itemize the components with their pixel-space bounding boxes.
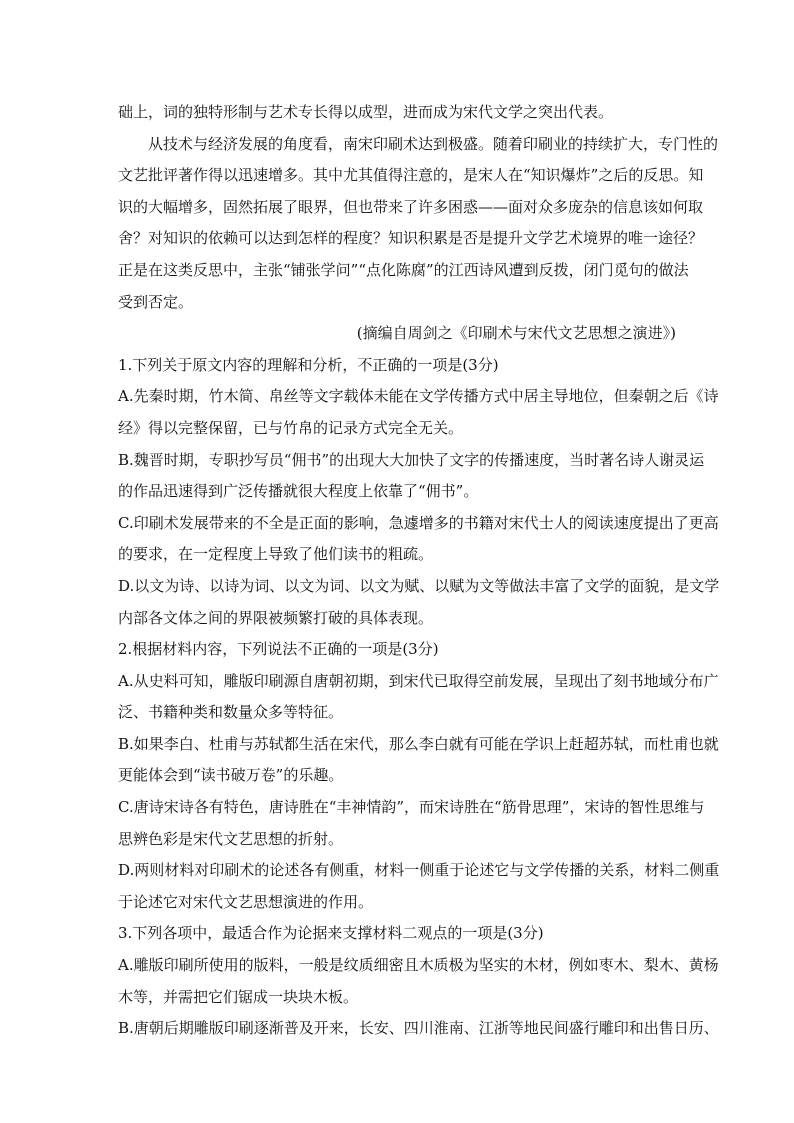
question-3 [118,918,719,1044]
question-1 [118,350,720,634]
option-c [118,792,705,855]
passage-paragraph [118,129,719,319]
option-line: 于论述它对宋代文艺思想演进的作用。 [118,892,374,911]
option-d [118,571,720,634]
text-line: 舍？对知识的依赖可以达到怎样的程度？知识积累是否是提升文学艺术境界的唯一途径？ [118,229,704,248]
text-line: 础上，词的独特形制与艺术专长得以成型，进而成为宋代文学之突出代表。 [118,103,614,121]
option-b [118,729,719,792]
option-line: 木等，并需把它们锯成一块块木板。 [118,987,359,1006]
option-line: C.唐诗宋诗各有特色，唐诗胜在“丰神情韵”，而宋诗胜在“筋骨思理”，宋诗的智性思维与 [118,798,705,817]
option-line: B.唐朝后期雕版印刷逐渐普及开来，长安、四川淮南、江浙等地民间盛行雕印和出售日历、 [118,1019,719,1038]
option-line: D.以文为诗、以诗为词、以文为词、以文为赋、以赋为文等做法丰富了文学的面貌，是文学 [118,576,720,595]
option-line: B.如果李白、杜甫与苏轼都生活在宋代，那么李白就有可能在学识上赶超苏轼，而杜甫也就 [118,734,719,753]
source-citation: (摘编自周剑之《印刷术与宋代文艺思想之演进》) [356,324,676,343]
option-line: 泛、书籍种类和数量众多等特征。 [118,703,344,722]
option-line: 经》得以完整保留，已与竹帛的记录方式完全无关。 [118,418,464,437]
option-b [118,445,705,508]
option-a [118,666,719,729]
option-line: 的作品迅速得到广泛传播就很大程度上依靠了“佣书”。 [118,482,479,501]
option-line: 思辨色彩是宋代文艺思想的折射。 [118,829,344,848]
option-line: 内部各文体之间的界限被频繁打破的具体表现。 [118,608,434,627]
question-stem: 2.根据材料内容，下列说法不正确的一项是(3分) [118,640,439,659]
option-b [118,1013,719,1045]
text-line: 识的大幅增多，固然拓展了眼界，但也带来了许多困惑——面对众多庞杂的信息该如何取 [118,197,704,216]
option-line: A.雕版印刷所使用的版料，一般是纹质细密且木质极为坚实的木材，例如枣木、梨木、黄杨 [118,956,719,975]
text-line: 正是在这类反思中，主张“铺张学问”“点化陈腐”的江西诗风遭到反拨，闭门觅句的做法 [118,260,689,279]
text-line: 从技术与经济发展的角度看，南宋印刷术达到极盛。随着印刷业的持续扩大，专门性的 [148,134,719,153]
option-line: 更能体会到“读书破万卷”的乐趣。 [118,766,344,785]
question-stem: 1.下列关于原文内容的理解和分析，不正确的一项是(3分) [118,355,499,374]
question-2 [118,634,720,918]
document-page [118,97,720,1045]
option-c [118,508,719,571]
option-a [118,950,719,1013]
text-line: 受到否定。 [118,292,194,311]
option-line: A.从史料可知，雕版印刷源自唐朝初期，到宋代已取得空前发展，呈现出了刻书地域分布广 [118,671,719,690]
option-d [118,855,720,918]
text-line: 文艺批评著作得以迅速增多。其中尤其值得注意的，是宋人在“知识爆炸”之后的反思。知 [118,166,704,185]
option-line: C.印刷术发展带来的不全是正面的影响，急遽增多的书籍对宋代士人的阅读速度提出了更高 [118,513,719,532]
option-line: D.两则材料对印刷术的论述各有侧重，材料一侧重于论述它与文学传播的关系，材料二侧重 [118,861,720,880]
option-a [118,381,719,444]
option-line: A.先秦时期，竹木简、帛丝等文字载体未能在文学传播方式中居主导地位，但秦朝之后《诗 [118,387,719,406]
question-stem: 3.下列各项中，最适合作为论据来支撑材料二观点的一项是(3分) [118,924,544,943]
passage-continuation [118,97,676,129]
option-line: B.魏晋时期，专职抄写员“佣书”的出现大大加快了文字的传播速度，当时著名诗人谢灵运 [118,450,705,469]
option-line: 的要求，在一定程度上导致了他们读书的粗疏。 [118,545,434,564]
